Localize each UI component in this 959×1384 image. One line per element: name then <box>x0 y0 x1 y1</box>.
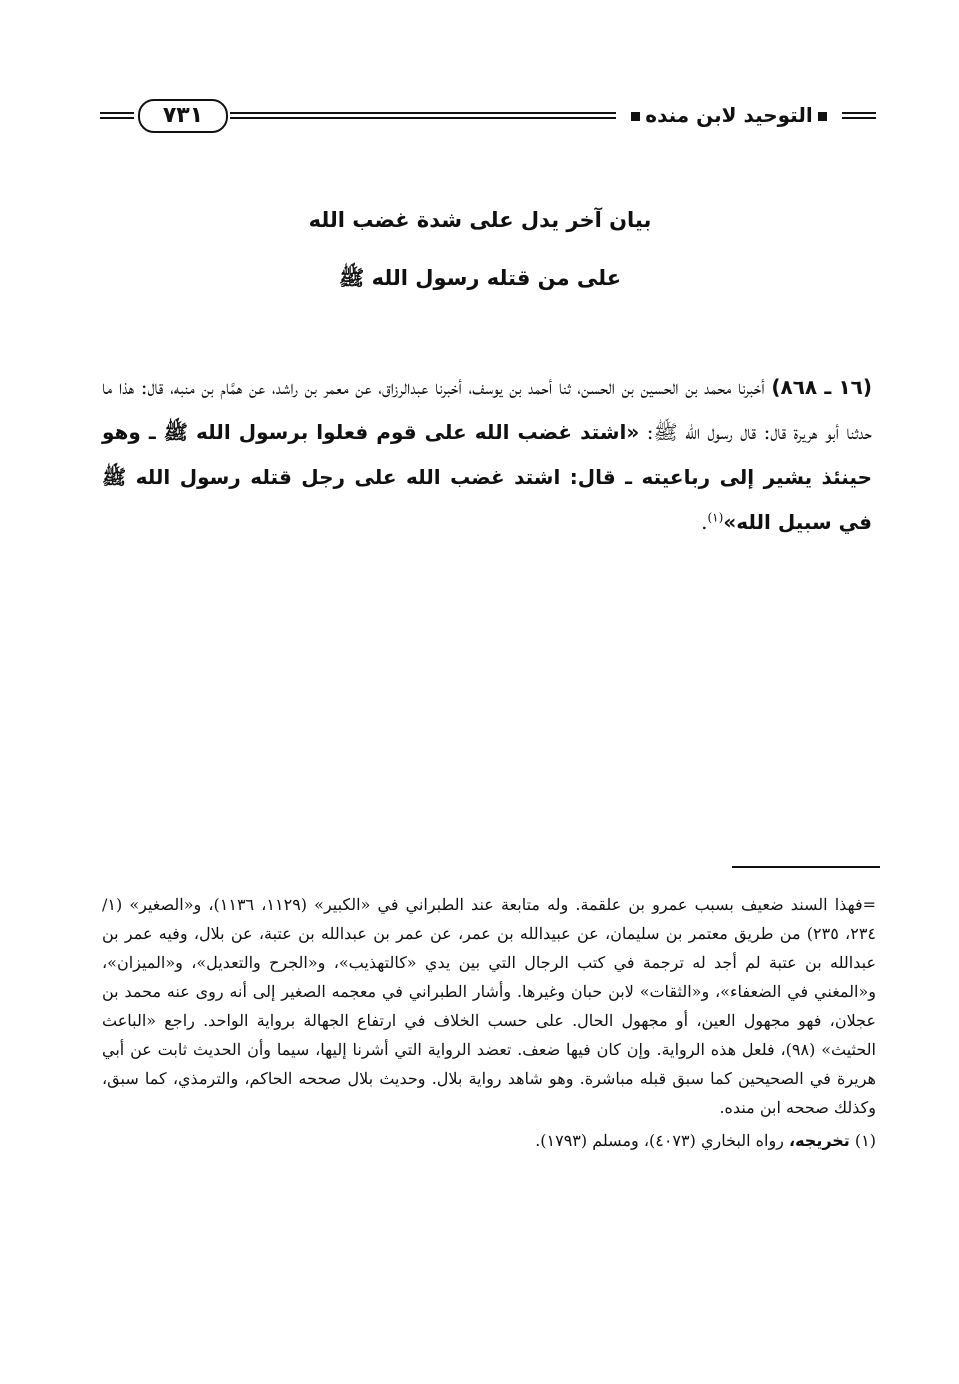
hadith-isnad: أخبرنا محمد بن الحسين بن الحسن، ثنا أحمد بن يوسف، أخبرنا عبدالرزاق، عن معمر بن راشد، عن همَّام بن منبه، قال: هذا ما حدثنا أبو هريرة قال: قال رسول الله ﷺ: <box>102 375 873 444</box>
chapter-title-line-1: بيان آخر يدل على شدة غضب الله <box>308 208 652 232</box>
page-number: ٧٣١ <box>138 99 228 133</box>
footnote-1-text: رواه البخاري (٤٠٧٣)، ومسلم (١٧٩٣). <box>535 1131 784 1150</box>
chapter-title-line-2: على من قتله رسول الله ﷺ <box>338 266 622 290</box>
running-title <box>620 98 838 132</box>
running-title-text: التوحيد لابن منده <box>645 103 813 127</box>
running-header <box>100 96 876 136</box>
hadith-number: (١٦ ـ ٨٦٨) <box>771 375 872 399</box>
hadith-text <box>102 365 872 545</box>
square-ornament-icon <box>631 112 640 121</box>
header-rule-left <box>100 112 134 119</box>
header-rule-right <box>842 112 876 119</box>
footnote-continuation: =فهذا السند ضعيف بسبب عمرو بن علقمة. وله متابعة عند الطبراني في «الكبير» (١١٢٩، ١١٣٦)، و«الصغير» (١/ ٢٣٤، ٢٣٥) من طريق معتمر بن سليمان، عن عبيدالله بن عمر، عن عمر بن عبدالله بن عتبة، عن بلال، وفيه عمر بن عبدالله بن عتبة لم أجد له ترجمة في كتب الرجال التي بين يدي «كالتهذيب»، و«الجرح والتعديل»، و«الميزان»، و«المغني في الضعفاء»، و«الثقات» لابن حبان وغيرها. وأشار الطبراني في معجمه الصغير إلى أنه روى عنه محمد بن عجلان، فهو مجهول العين، أو مجهول الحال. على حسب الخلاف في ارتفاع الجهالة برواية الواحد. راجع «الباعث الحثيث» (٩٨)، فلعل هذه الرواية. وإن كان فيها ضعف. تعضد الرواية التي أشرنا إليها، سيما وأن الحديث ثابت عن أبي هريرة في الصحيحين كما سبق قبله مباشرة. وهو شاهد رواية بلال. وحديث بلال صححه الحاكم، والترمذي، كما سبق، وكذلك صححه ابن منده. <box>102 895 877 1117</box>
hadith-end: . <box>701 510 708 534</box>
footnote-reference: (١) <box>707 510 724 525</box>
footnote-1-label: تخريجه، <box>789 1131 850 1150</box>
footnote-1 <box>102 1126 876 1156</box>
footnotes <box>102 890 876 1156</box>
footnote-1-number: (١) <box>854 1131 876 1150</box>
hadith-matn: «اشتد غضب الله على قوم فعلوا برسول الله ﷺ ـ وهو حينئذ يشير إلى رباعيته ـ قال: اشتد غضب الله على رجل قتله رسول الله ﷺ في سبيل الله» <box>102 420 872 534</box>
header-rule-middle <box>230 112 616 119</box>
square-ornament-icon <box>818 112 827 121</box>
footnote-separator <box>732 866 880 868</box>
